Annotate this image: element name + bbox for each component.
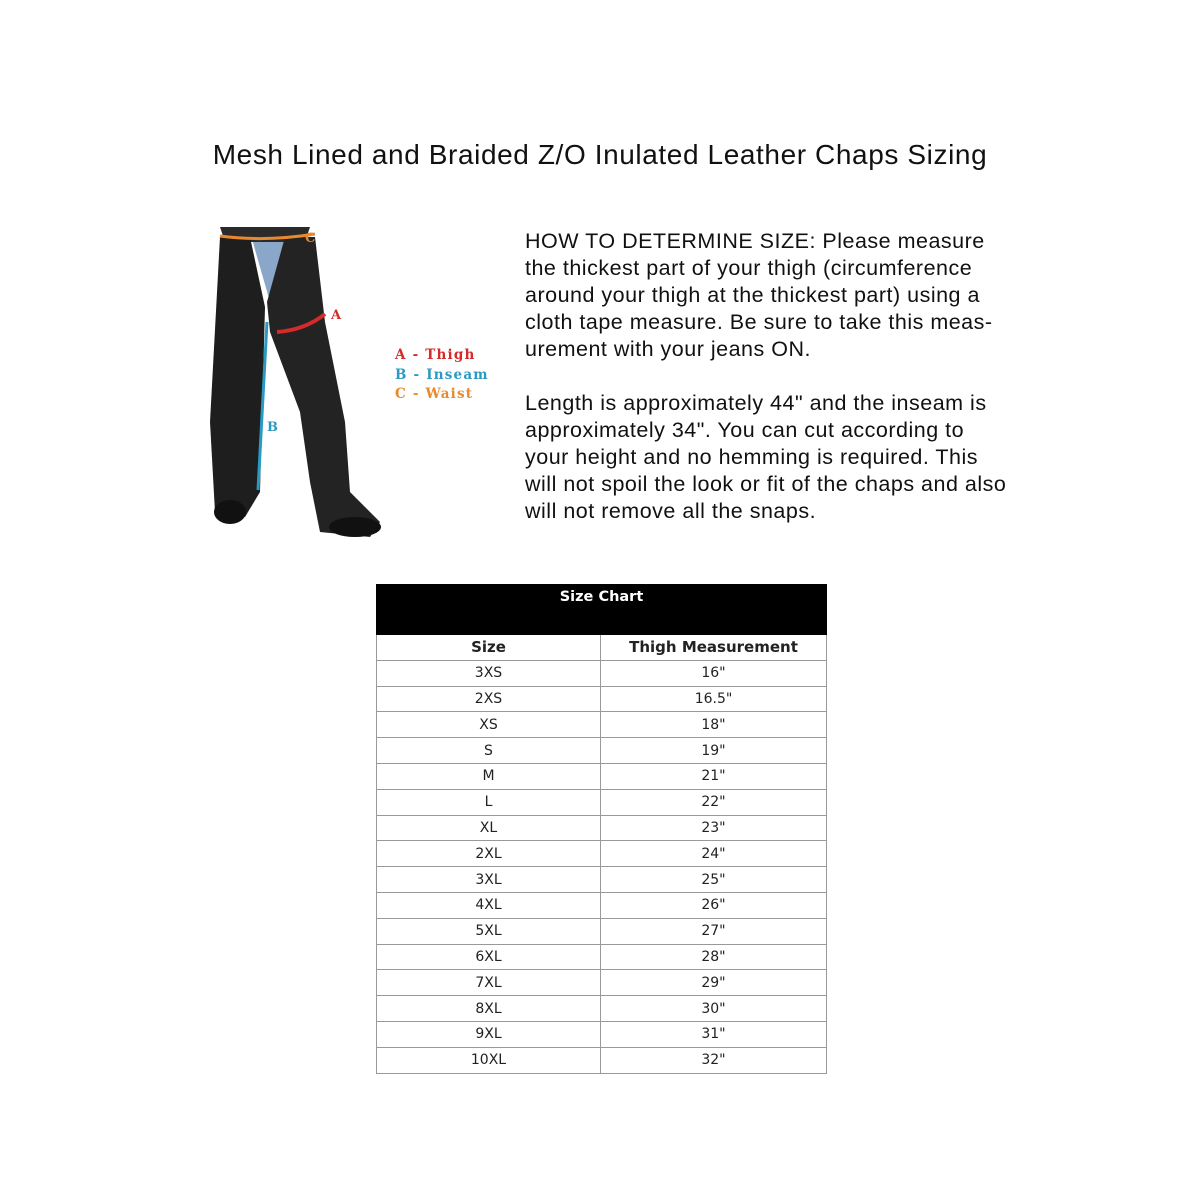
table-row	[377, 944, 827, 970]
size-cell: XL	[377, 815, 601, 841]
thigh-cell: 19"	[601, 738, 827, 764]
column-header-thigh: Thigh Measurement	[601, 635, 827, 661]
marker-c: C	[305, 231, 316, 246]
table-row	[377, 918, 827, 944]
size-cell: L	[377, 789, 601, 815]
table-row	[377, 738, 827, 764]
table-row	[377, 867, 827, 893]
thigh-cell: 30"	[601, 996, 827, 1022]
legend-inseam: B - Inseam	[395, 366, 489, 383]
thigh-cell: 23"	[601, 815, 827, 841]
size-chart-table	[376, 584, 827, 1074]
thigh-cell: 31"	[601, 1021, 827, 1047]
table-row	[377, 1021, 827, 1047]
size-cell: 2XS	[377, 686, 601, 712]
thigh-cell: 21"	[601, 763, 827, 789]
table-row	[377, 763, 827, 789]
table-row	[377, 712, 827, 738]
thigh-cell: 28"	[601, 944, 827, 970]
how-to-determine-size: HOW TO DETERMINE SIZE: Please measure the thickest part of your thigh (circumference around your thigh at the thickest part) using a cloth tape measure. Be sure to take this meas- urement with your jeans ON.	[525, 229, 993, 361]
table-row	[377, 789, 827, 815]
marker-a: A	[331, 308, 342, 323]
size-cell: 8XL	[377, 996, 601, 1022]
sizing-instructions	[525, 228, 1065, 552]
table-row	[377, 892, 827, 918]
table-header-row	[377, 635, 827, 661]
thigh-cell: 16.5"	[601, 686, 827, 712]
table-row	[377, 815, 827, 841]
size-cell: 7XL	[377, 970, 601, 996]
length-note: Length is approximately 44" and the inseam is approximately 34". You can cut according to your height and no hemming is required. This will not spoil the look or fit of the chaps and also will not remove all the snaps.	[525, 391, 1007, 523]
size-cell: 10XL	[377, 1047, 601, 1073]
thigh-cell: 24"	[601, 841, 827, 867]
measurement-legend	[395, 346, 489, 405]
size-cell: M	[377, 763, 601, 789]
thigh-cell: 27"	[601, 918, 827, 944]
thigh-cell: 32"	[601, 1047, 827, 1073]
table-row	[377, 660, 827, 686]
page-title: Mesh Lined and Braided Z/O Inulated Leather Chaps Sizing	[212, 139, 988, 170]
size-chart-caption: Size Chart	[377, 585, 827, 635]
column-header-size: Size	[377, 635, 601, 661]
size-cell: 6XL	[377, 944, 601, 970]
size-cell: XS	[377, 712, 601, 738]
size-cell: 4XL	[377, 892, 601, 918]
size-cell: 2XL	[377, 841, 601, 867]
marker-b: B	[267, 420, 278, 435]
size-cell: 3XS	[377, 660, 601, 686]
table-row	[377, 1047, 827, 1073]
table-row	[377, 970, 827, 996]
thigh-cell: 18"	[601, 712, 827, 738]
thigh-cell: 16"	[601, 660, 827, 686]
thigh-cell: 25"	[601, 867, 827, 893]
table-row	[377, 996, 827, 1022]
thigh-cell: 26"	[601, 892, 827, 918]
size-cell: 5XL	[377, 918, 601, 944]
thigh-cell: 22"	[601, 789, 827, 815]
thigh-cell: 29"	[601, 970, 827, 996]
size-cell: 9XL	[377, 1021, 601, 1047]
legend-thigh: A - Thigh	[395, 347, 476, 363]
table-row	[377, 841, 827, 867]
table-row	[377, 686, 827, 712]
legend-waist: C - Waist	[395, 386, 474, 402]
size-cell: 3XL	[377, 867, 601, 893]
size-cell: S	[377, 738, 601, 764]
